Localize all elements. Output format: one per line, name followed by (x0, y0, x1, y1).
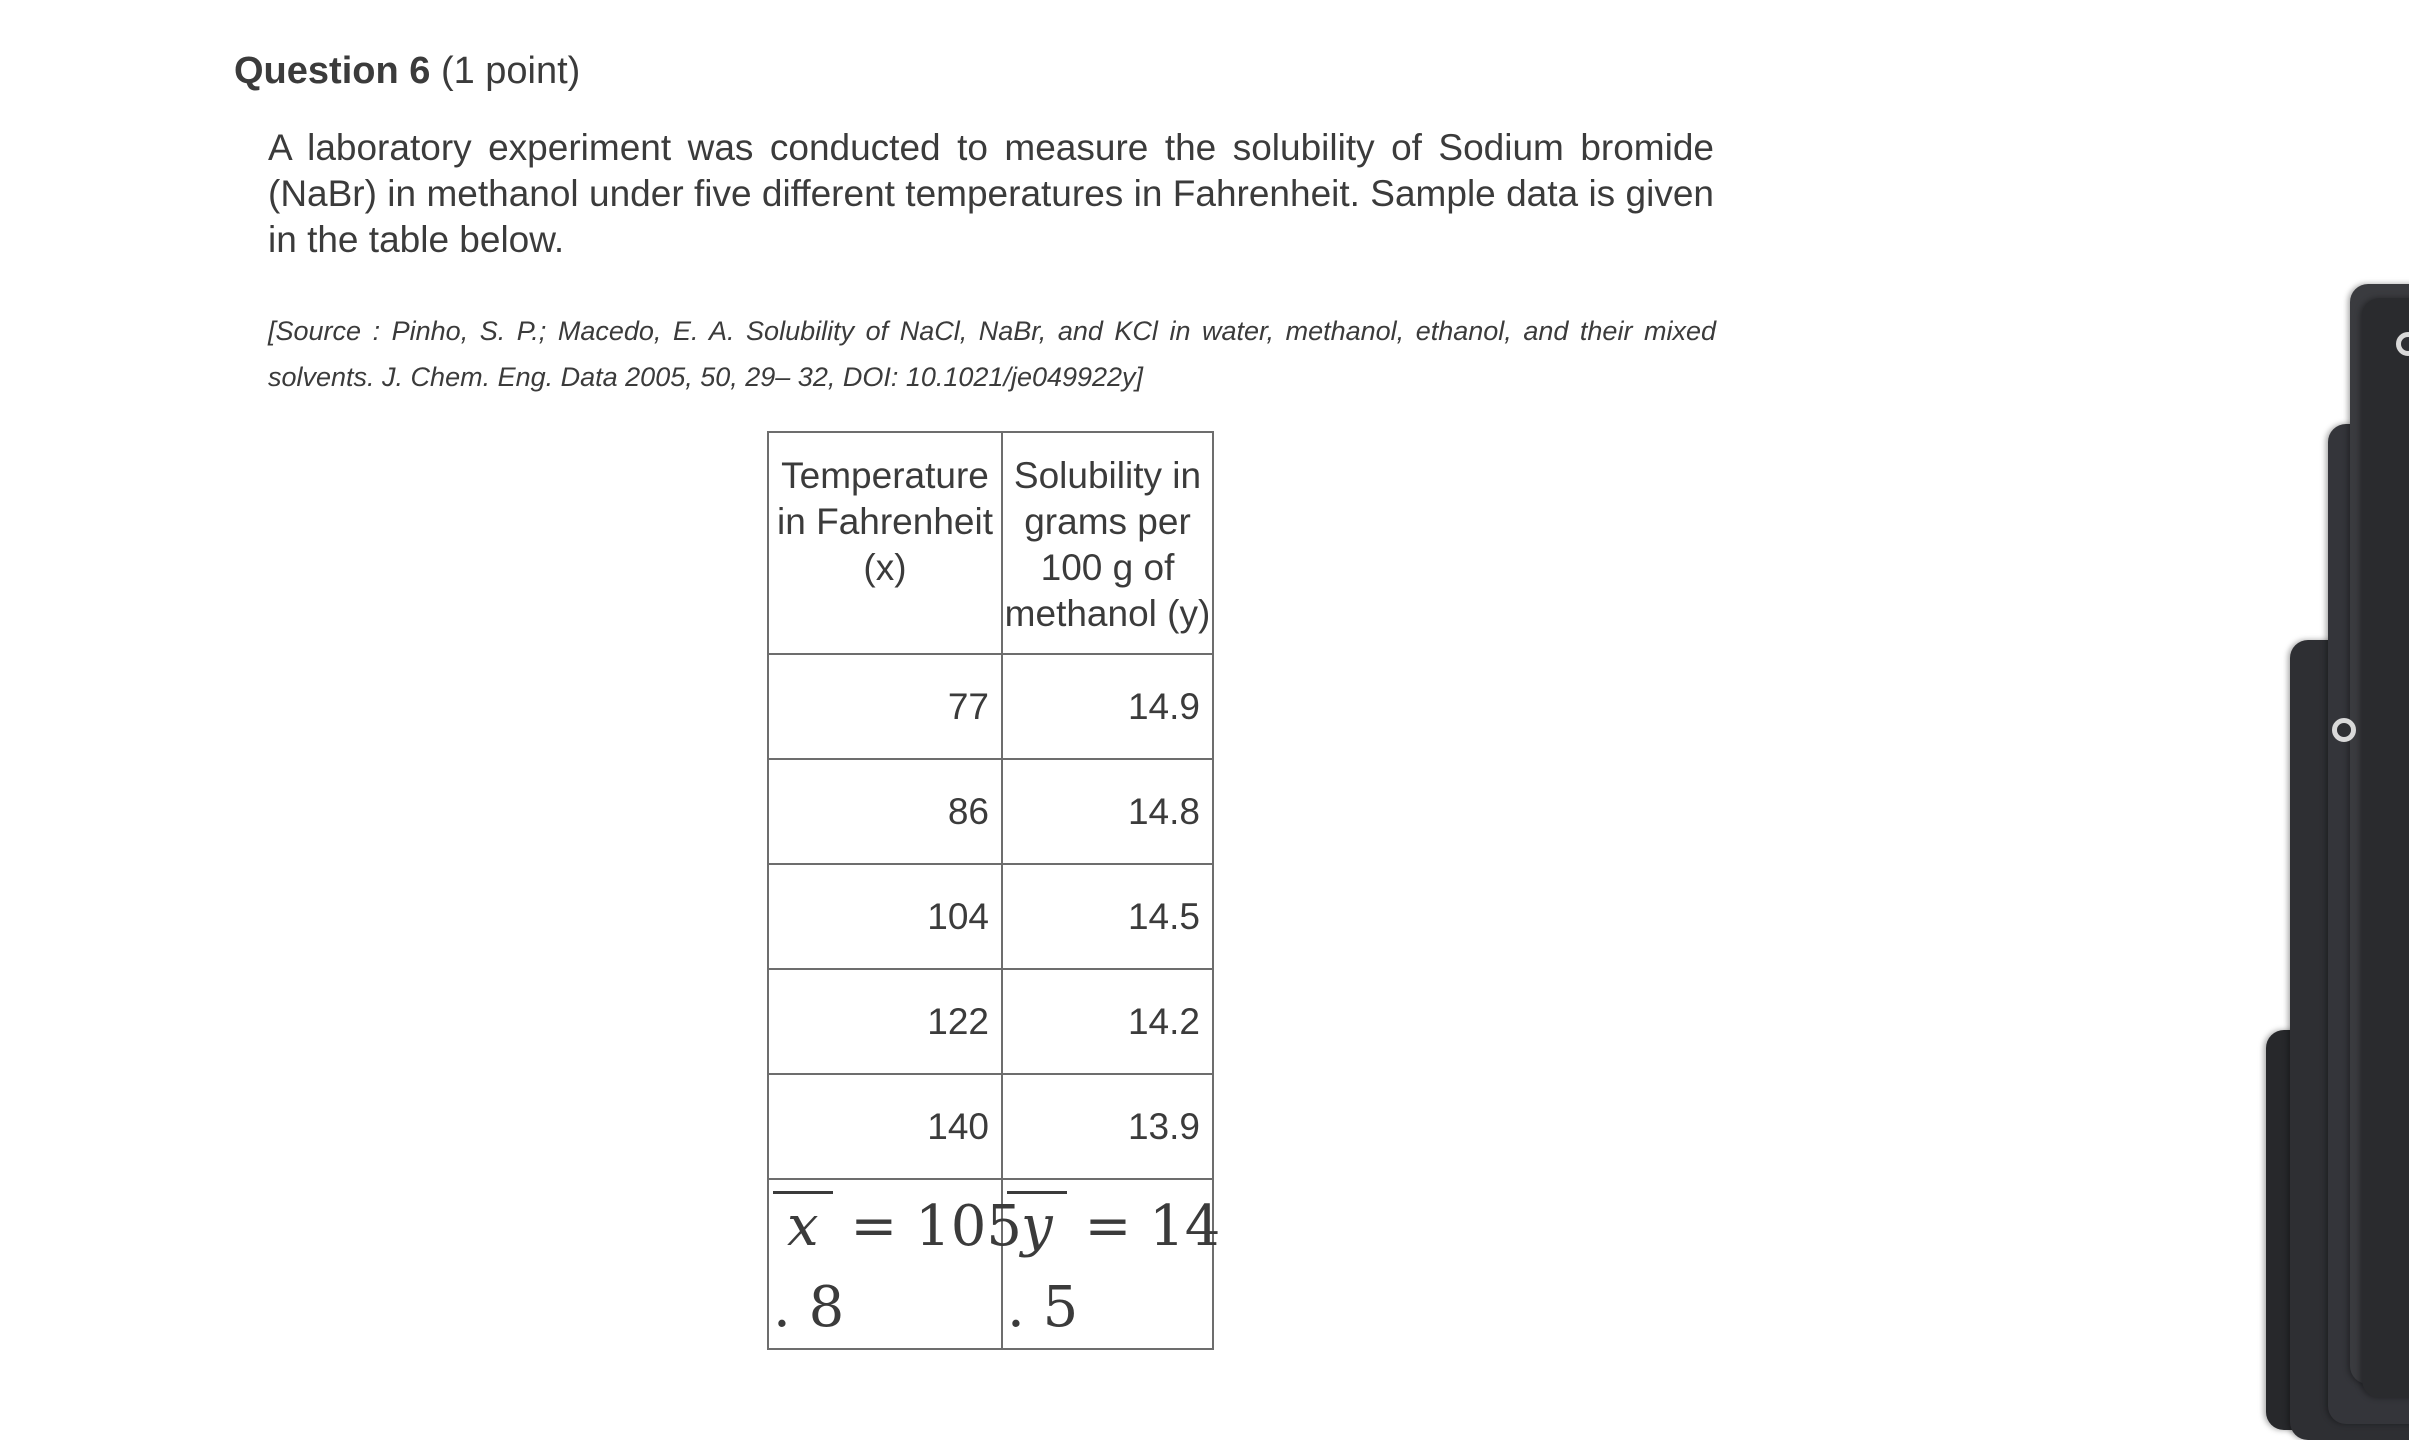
question-points: (1 point) (440, 50, 581, 92)
mean-y-continuation: . 5 (1007, 1275, 1079, 1340)
table-row (768, 654, 1213, 759)
cell-temperature: 122 (768, 969, 1002, 1074)
mean-x-equation (773, 1194, 1022, 1259)
cell-solubility: 14.2 (1002, 969, 1213, 1074)
mean-x-continuation: . 8 (773, 1275, 845, 1340)
cell-temperature: 140 (768, 1074, 1002, 1179)
question-intro-text: A laboratory experiment was conducted to measure the solubility of Sodium bromide (NaBr) in methanol under five different temperatures in Fahrenheit. Sample data is given in the table below. (268, 127, 1714, 260)
side-panel-stack (2362, 298, 2409, 1398)
x-bar-symbol: x (773, 1191, 833, 1259)
question-header (234, 50, 580, 93)
cell-temperature: 86 (768, 759, 1002, 864)
header-temperature: Temperature in Fahrenheit (x) (768, 432, 1002, 654)
table-row (768, 1074, 1213, 1179)
panel-radio-icon[interactable] (2332, 718, 2356, 742)
table-row (768, 969, 1213, 1074)
cell-solubility: 14.8 (1002, 759, 1213, 864)
data-table (767, 431, 1221, 1350)
cell-temperature: 77 (768, 654, 1002, 759)
source-citation: [Source : Pinho, S. P.; Macedo, E. A. Solubility of NaCl, NaBr, and KCl in water, methanol, ethanol, and their mixed solvents. J. Chem. Eng. Data 2005, 50, 29– 32, DOI: 10.1021/je049922y] (268, 316, 1716, 392)
y-bar-symbol: y (1007, 1191, 1067, 1259)
mean-y-value: = 14 (1066, 1194, 1221, 1259)
cell-temperature: 104 (768, 864, 1002, 969)
cell-solubility: 13.9 (1002, 1074, 1213, 1179)
mean-x-value: = 105 (832, 1194, 1023, 1259)
header-solubility: Solubility in grams per 100 g of methanol (y) (1002, 432, 1213, 654)
table-row (768, 864, 1213, 969)
table-header-row (768, 432, 1213, 654)
cell-solubility: 14.5 (1002, 864, 1213, 969)
mean-y-equation (1007, 1194, 1220, 1259)
question-title: Question 6 (234, 50, 431, 92)
table-mean-row (768, 1179, 1213, 1349)
cell-solubility: 14.9 (1002, 654, 1213, 759)
table-row (768, 759, 1213, 864)
mean-x-cell (768, 1179, 1023, 1349)
mean-y-cell (1002, 1179, 1221, 1349)
